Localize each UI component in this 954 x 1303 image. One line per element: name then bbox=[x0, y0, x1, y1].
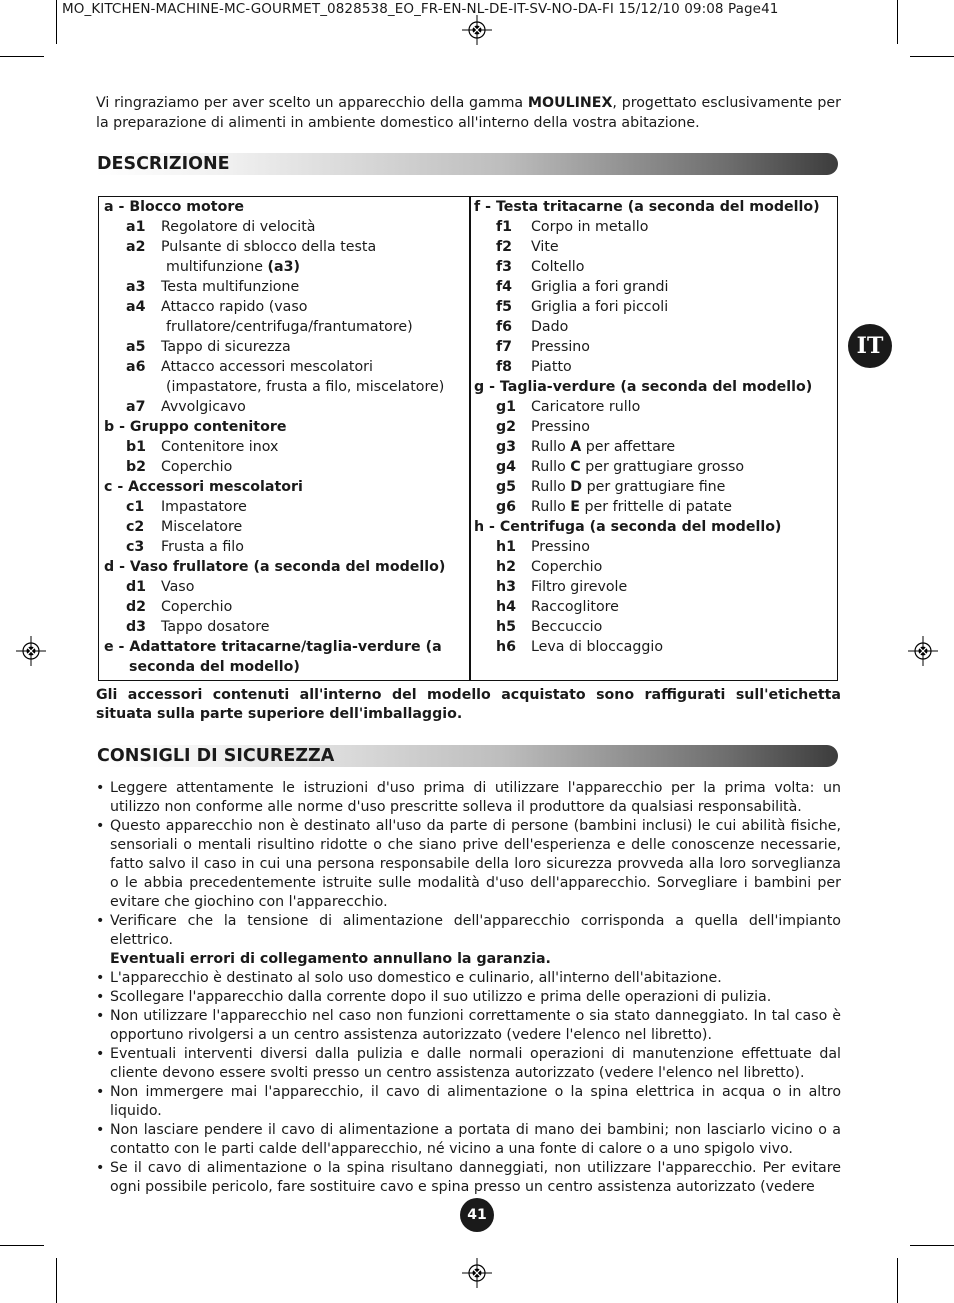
column-divider bbox=[469, 197, 471, 680]
part-group: a - Blocco motore bbox=[104, 199, 244, 215]
part-item bbox=[474, 477, 836, 497]
section-title: CONSIGLI DI SICUREZZA bbox=[97, 746, 335, 766]
part-item bbox=[104, 577, 466, 597]
part-item bbox=[474, 417, 836, 437]
list-item bbox=[96, 912, 841, 969]
intro-text-pre: Vi ringraziamo per aver scelto un apparecchio della gamma bbox=[96, 95, 528, 111]
list-item bbox=[96, 817, 841, 912]
language-badge: IT bbox=[848, 324, 892, 368]
list-item bbox=[96, 1045, 841, 1083]
part-label-pre: Rullo bbox=[531, 479, 571, 495]
list-item bbox=[96, 988, 841, 1007]
part-item bbox=[474, 277, 836, 297]
part-item bbox=[104, 357, 466, 377]
list-item bbox=[96, 779, 841, 817]
part-code: d2 bbox=[126, 599, 147, 615]
part-label: Pressino bbox=[531, 539, 590, 555]
bullet-icon: • bbox=[96, 1008, 105, 1024]
part-label-post: per frittelle di patate bbox=[580, 499, 733, 515]
part-item bbox=[104, 217, 466, 237]
part-item bbox=[474, 597, 836, 617]
part-label-post: per grattugiare fine bbox=[582, 479, 726, 495]
part-label: Beccuccio bbox=[531, 619, 603, 635]
registration-mark-top-icon bbox=[462, 15, 492, 45]
part-item bbox=[104, 457, 466, 477]
part-item bbox=[474, 297, 836, 317]
safety-text: Verificare che la tensione di alimentazione dell'apparecchio corrisponda a quella dell'impianto elettrico. bbox=[110, 913, 841, 948]
part-code: a2 bbox=[126, 239, 146, 255]
part-label: Pressino bbox=[531, 419, 590, 435]
part-label: Impastatore bbox=[161, 499, 247, 515]
part-item bbox=[474, 617, 836, 637]
safety-text: Non lasciare pendere il cavo di alimentazione a portata di mano dei bambini; non lasciarlo vicino o a contatto con le parti calde dell'apparecchio, né vicino a una fonte di calore o a uno spigolo vivo. bbox=[110, 1122, 841, 1157]
part-code: f3 bbox=[496, 259, 513, 275]
part-code: a6 bbox=[126, 359, 146, 375]
part-label: Tappo dosatore bbox=[161, 619, 270, 635]
part-code: a3 bbox=[126, 279, 146, 295]
part-code: f4 bbox=[496, 279, 513, 295]
part-label: Pulsante di sblocco della testa bbox=[161, 239, 377, 255]
part-code: g5 bbox=[496, 479, 517, 495]
part-label: Dado bbox=[531, 319, 569, 335]
part-code: b1 bbox=[126, 439, 147, 455]
part-label: Contenitore inox bbox=[161, 439, 279, 455]
part-label: Raccoglitore bbox=[531, 599, 619, 615]
part-code: a7 bbox=[126, 399, 146, 415]
safety-text: Non utilizzare l'apparecchio nel caso non funzioni correttamente o sia stato danneggiato. In tal caso è opportuno rivolgersi a un centro assistenza autorizzato (vedere l'elenco nel libretto). bbox=[110, 1008, 841, 1043]
part-code: f2 bbox=[496, 239, 513, 255]
part-item bbox=[474, 637, 836, 657]
part-reference: (a3) bbox=[267, 259, 300, 275]
list-item bbox=[96, 1121, 841, 1159]
safety-text: Se il cavo di alimentazione o la spina risultano danneggiati, non utilizzare l'apparecchio. Per evitare ogni possibile pericolo, fare sostituire cavo e spina presso un centro assistenza autorizzato (vedere bbox=[110, 1160, 841, 1195]
part-label-post: per affettare bbox=[581, 439, 676, 455]
intro-text-post: , progettato esclusivamente per la preparazione di alimenti in ambiente domestico all'interno della vostra abitazione. bbox=[96, 95, 841, 131]
print-slug: MO_KITCHEN-MACHINE-MC-GOURMET_0828538_EO_FR-EN-NL-DE-IT-SV-NO-DA-FI 15/12/10 09:08 Page41 bbox=[62, 1, 779, 17]
roller-letter: C bbox=[570, 459, 581, 475]
part-label bbox=[531, 477, 725, 497]
part-item bbox=[104, 237, 466, 257]
registration-mark-right-icon bbox=[908, 636, 938, 666]
part-item bbox=[104, 497, 466, 517]
bullet-icon: • bbox=[96, 1084, 105, 1100]
part-label: Corpo in metallo bbox=[531, 219, 649, 235]
part-item bbox=[474, 397, 836, 417]
safety-text: Questo apparecchio non è destinato all'uso da parte di persone (bambini inclusi) le cui abilità fisiche, sensoriali o mentali risultino ridotte o che siano prive dell'esperienza e delle conoscenze necessarie, fatto salvo il caso in cui una persona responsabile della loro sicurezza provveda alla loro sorveglianza o le abbia precedentemente istruite sulle modalità d'uso dell'apparecchio. Sorvegliare i bambini per evitare che giochino con l'apparecchio. bbox=[110, 818, 841, 910]
part-item bbox=[104, 517, 466, 537]
part-label-continued bbox=[104, 257, 466, 277]
part-item bbox=[104, 397, 466, 417]
registration-mark-left-icon bbox=[16, 636, 46, 666]
part-code: h1 bbox=[496, 539, 516, 555]
intro-paragraph bbox=[96, 93, 841, 133]
part-code: g2 bbox=[496, 419, 517, 435]
part-label: Filtro girevole bbox=[531, 579, 628, 595]
safety-text: Scollegare l'apparecchio dalla corrente dopo il suo utilizzo e prima delle operazioni di pulizia. bbox=[110, 989, 772, 1005]
part-item bbox=[474, 537, 836, 557]
part-code: h4 bbox=[496, 599, 516, 615]
part-code: h5 bbox=[496, 619, 516, 635]
brand-name: MOULINEX bbox=[527, 95, 613, 111]
part-group: h - Centrifuga (a seconda del modello) bbox=[474, 519, 782, 535]
part-label: Regolatore di velocità bbox=[161, 219, 316, 235]
part-label: Leva di bloccaggio bbox=[531, 639, 663, 655]
safety-text: L'apparecchio è destinato al solo uso domestico e culinario, all'interno dell'abitazione. bbox=[110, 970, 722, 986]
part-group: g - Taglia-verdure (a seconda del modello) bbox=[474, 379, 813, 395]
bullet-icon: • bbox=[96, 989, 105, 1005]
part-code: f6 bbox=[496, 319, 513, 335]
safety-warning-bold: Eventuali errori di collegamento annullano la garanzia. bbox=[110, 951, 551, 967]
safety-text: Non immergere mai l'apparecchio, il cavo di alimentazione o la spina elettrica in acqua o in altro liquido. bbox=[110, 1084, 841, 1119]
part-group: c - Accessori mescolatori bbox=[104, 479, 303, 495]
part-code: h3 bbox=[496, 579, 516, 595]
part-code: g3 bbox=[496, 439, 517, 455]
part-code: f1 bbox=[496, 219, 513, 235]
part-code: f8 bbox=[496, 359, 513, 375]
part-item bbox=[474, 557, 836, 577]
part-label: Tappo di sicurezza bbox=[161, 339, 291, 355]
part-item bbox=[104, 537, 466, 557]
parts-column-left bbox=[104, 197, 466, 677]
part-label: Griglia a fori piccoli bbox=[531, 299, 669, 315]
part-item bbox=[474, 357, 836, 377]
part-item bbox=[474, 237, 836, 257]
safety-list bbox=[96, 779, 841, 1197]
section-heading-descrizione bbox=[96, 153, 838, 177]
part-label bbox=[531, 457, 744, 477]
part-label: Caricatore rullo bbox=[531, 399, 641, 415]
part-label: Pressino bbox=[531, 339, 590, 355]
part-group: d - Vaso frullatore (a seconda del modello) bbox=[104, 559, 446, 575]
part-code: d1 bbox=[126, 579, 147, 595]
part-label-continued: frullatore/centrifuga/frantumatore) bbox=[166, 319, 413, 335]
part-code: d3 bbox=[126, 619, 147, 635]
part-label-continued: (impastatore, frusta a filo, miscelatore) bbox=[166, 379, 445, 395]
part-item bbox=[104, 437, 466, 457]
part-code: g6 bbox=[496, 499, 517, 515]
list-item bbox=[96, 1083, 841, 1121]
part-label: Piatto bbox=[531, 359, 572, 375]
roller-letter: D bbox=[570, 479, 583, 495]
part-label-cont-text: multifunzione bbox=[166, 259, 268, 275]
part-item bbox=[104, 617, 466, 637]
list-item bbox=[96, 1007, 841, 1045]
part-item bbox=[474, 457, 836, 477]
part-label bbox=[531, 437, 675, 457]
roller-letter: E bbox=[570, 499, 580, 515]
accessories-note: Gli accessori contenuti all'interno del modello acquistato sono raffigurati sull'etichetta situata sulla parte superiore dell'imballaggio. bbox=[96, 687, 841, 722]
part-item bbox=[474, 337, 836, 357]
part-item bbox=[474, 577, 836, 597]
part-code: f7 bbox=[496, 339, 513, 355]
part-label: Miscelatore bbox=[161, 519, 243, 535]
part-code: a4 bbox=[126, 299, 146, 315]
part-code: c2 bbox=[126, 519, 145, 535]
part-label: Testa multifunzione bbox=[161, 279, 300, 295]
part-item bbox=[104, 337, 466, 357]
part-item bbox=[474, 217, 836, 237]
part-group: e - Adattatore tritacarne/taglia-verdure (a bbox=[104, 639, 442, 655]
part-label-pre: Rullo bbox=[531, 439, 571, 455]
safety-text: Leggere attentamente le istruzioni d'uso prima di utilizzare l'apparecchio per la prima volta: un utilizzo non conforme alle norme d'uso prescritte solleva il produttore da qualsiasi responsabilità. bbox=[110, 780, 841, 815]
bullet-icon: • bbox=[96, 970, 105, 986]
part-group: f - Testa tritacarne (a seconda del modello) bbox=[474, 199, 820, 215]
parts-column-right bbox=[474, 197, 836, 657]
part-group: b - Gruppo contenitore bbox=[104, 419, 287, 435]
part-item bbox=[104, 297, 466, 317]
part-code: g4 bbox=[496, 459, 517, 475]
part-code: g1 bbox=[496, 399, 517, 415]
bullet-icon: • bbox=[96, 818, 105, 834]
part-label: Griglia a fori grandi bbox=[531, 279, 669, 295]
safety-text: Eventuali interventi diversi dalla pulizia e dalle normali operazioni di manutenzione effettuate dal cliente devono essere svolti presso un centro assistenza autorizzato (vedere l'elenco nel libretto). bbox=[110, 1046, 841, 1081]
part-code: h2 bbox=[496, 559, 516, 575]
part-label: Coltello bbox=[531, 259, 585, 275]
part-label: Coperchio bbox=[161, 599, 233, 615]
part-group-continued: seconda del modello) bbox=[129, 659, 300, 675]
part-code: b2 bbox=[126, 459, 147, 475]
part-item bbox=[474, 437, 836, 457]
bullet-icon: • bbox=[96, 780, 105, 796]
description-table bbox=[98, 196, 838, 681]
part-label bbox=[531, 497, 732, 517]
section-title: DESCRIZIONE bbox=[97, 154, 230, 174]
part-item bbox=[104, 277, 466, 297]
part-item bbox=[104, 597, 466, 617]
registration-mark-bottom-icon bbox=[462, 1258, 492, 1288]
part-code: c1 bbox=[126, 499, 145, 515]
part-label: Vite bbox=[531, 239, 559, 255]
page-number: 41 bbox=[460, 1198, 494, 1232]
part-label: Coperchio bbox=[161, 459, 233, 475]
part-code: a1 bbox=[126, 219, 146, 235]
part-label-post: per grattugiare grosso bbox=[580, 459, 745, 475]
part-code: h6 bbox=[496, 639, 516, 655]
bullet-icon: • bbox=[96, 1046, 105, 1062]
list-item bbox=[96, 1159, 841, 1197]
part-label-pre: Rullo bbox=[531, 459, 571, 475]
part-item bbox=[474, 497, 836, 517]
part-label: Vaso bbox=[161, 579, 195, 595]
part-code: a5 bbox=[126, 339, 146, 355]
bullet-icon: • bbox=[96, 1160, 105, 1176]
part-label-pre: Rullo bbox=[531, 499, 571, 515]
bullet-icon: • bbox=[96, 1122, 105, 1138]
roller-letter: A bbox=[570, 439, 582, 455]
part-label: Attacco accessori mescolatori bbox=[161, 359, 373, 375]
part-label: Frusta a filo bbox=[161, 539, 244, 555]
part-item bbox=[474, 317, 836, 337]
bullet-icon: • bbox=[96, 913, 105, 929]
part-item bbox=[474, 257, 836, 277]
list-item bbox=[96, 969, 841, 988]
section-heading-sicurezza bbox=[96, 745, 838, 769]
part-label: Avvolgicavo bbox=[161, 399, 246, 415]
part-code: f5 bbox=[496, 299, 513, 315]
part-label: Attacco rapido (vaso bbox=[161, 299, 308, 315]
part-code: c3 bbox=[126, 539, 145, 555]
part-label: Coperchio bbox=[531, 559, 603, 575]
